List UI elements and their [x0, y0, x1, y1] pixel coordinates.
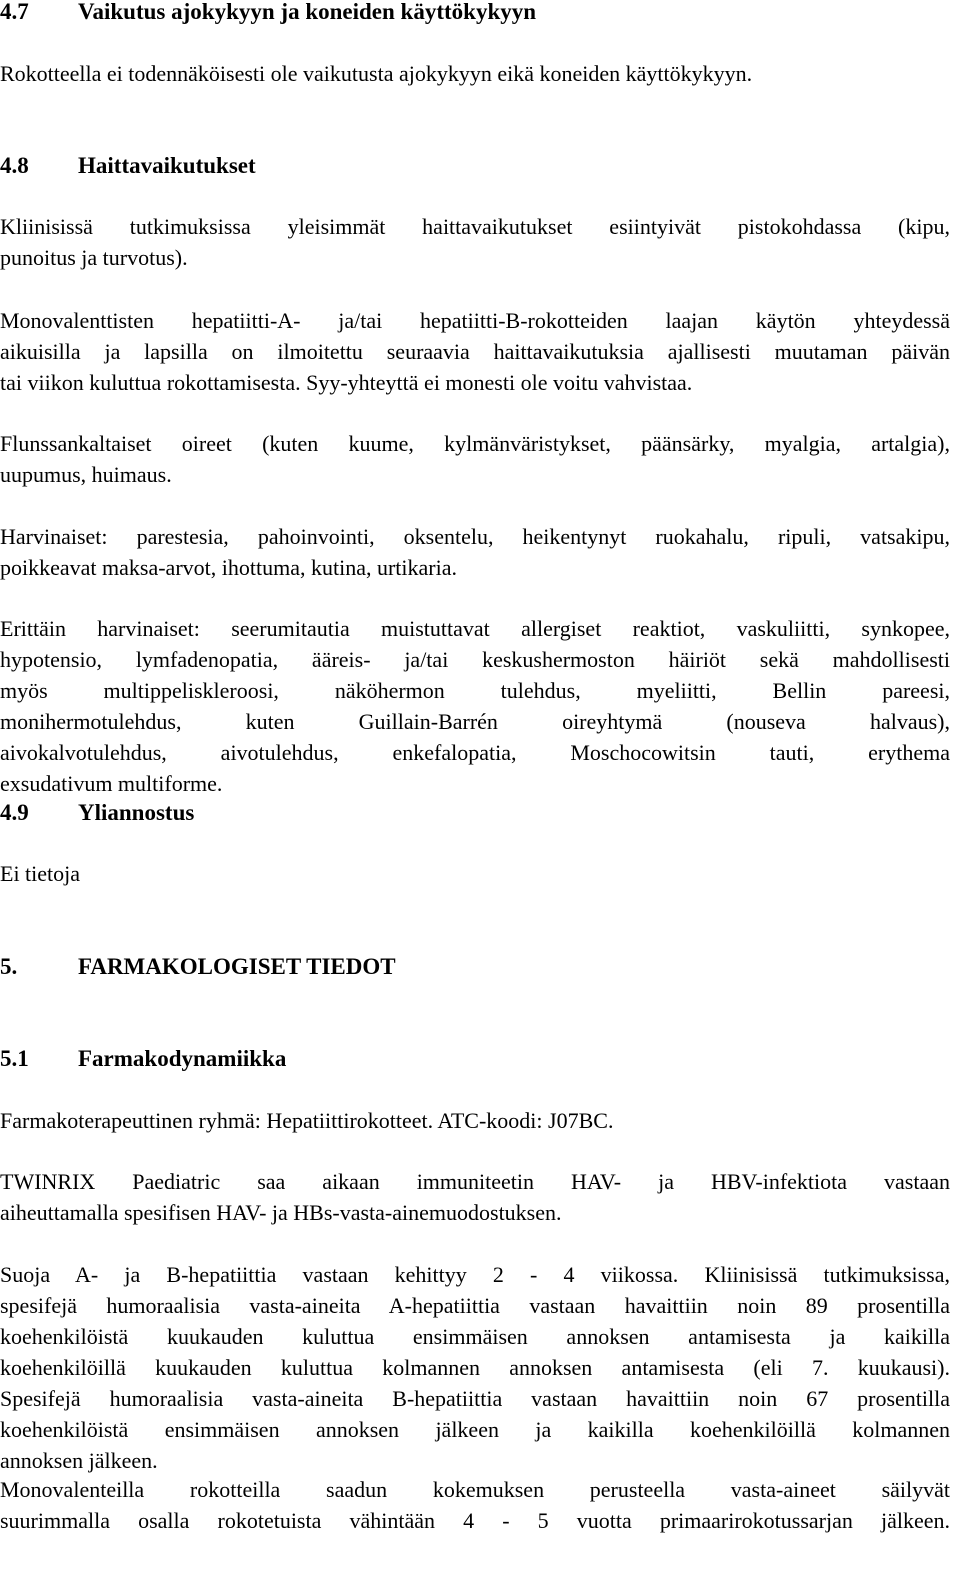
- text-line: myös multippeliskleroosi, näköhermon tulehdus, myeliitti, Bellin pareesi,: [0, 678, 950, 703]
- text-line: Monovalenttisten hepatiitti-A- ja/tai hepatiitti-B-rokotteiden laajan käytön yhteydessä: [0, 308, 950, 333]
- paragraph: [0, 1259, 950, 1476]
- paragraph: [0, 858, 950, 889]
- text-line: koehenkilöistä ensimmäisen annoksen jälkeen ja kaikilla koehenkilöillä kolmannen: [0, 1417, 950, 1442]
- paragraph: [0, 305, 950, 398]
- text-line: aivokalvotulehdus, aivotulehdus, enkefalopatia, Moschocowitsin tauti, erythema: [0, 740, 950, 765]
- text-line: uupumus, huimaus.: [0, 462, 172, 487]
- text-line: exsudativum multiforme.: [0, 771, 223, 796]
- text-line: spesifejä humoraalisia vasta-aineita A-hepatiittia vastaan havaittiin noin 89 prosentilla: [0, 1293, 950, 1318]
- section-title: FARMAKOLOGISET TIEDOT: [78, 954, 396, 979]
- section-title: Farmakodynamiikka: [78, 1046, 287, 1071]
- section-number: 5.1: [0, 1046, 29, 1071]
- text-line: Kliinisissä tutkimuksissa yleisimmät haittavaikutukset esiintyivät pistokohdassa (kipu,: [0, 214, 950, 239]
- text-line: tai viikon kuluttua rokottamisesta. Syy-yhteyttä ei monesti ole voitu vahvistaa.: [0, 370, 693, 395]
- section-title: Vaikutus ajokykyyn ja koneiden käyttökykyyn: [78, 0, 537, 24]
- section-number: 4.7: [0, 0, 29, 24]
- paragraph: [0, 613, 950, 799]
- text-line: Erittäin harvinaiset: seerumitautia muistuttavat allergiset reaktiot, vaskuliitti, synkopee,: [0, 616, 950, 641]
- section-title: Haittavaikutukset: [78, 153, 256, 178]
- paragraph: [0, 1474, 950, 1536]
- text-line: Spesifejä humoraalisia vasta-aineita B-hepatiittia vastaan havaittiin noin 67 prosentilla: [0, 1386, 950, 1411]
- text-line: Monovalenteilla rokotteilla saadun kokemuksen perusteella vasta-aineet säilyvät: [0, 1477, 950, 1502]
- section-number: 4.8: [0, 153, 29, 178]
- paragraph: [0, 428, 950, 490]
- section-number: 4.9: [0, 800, 29, 825]
- paragraph: [0, 1166, 950, 1228]
- text-line: Rokotteella ei todennäköisesti ole vaikutusta ajokykyyn eikä koneiden käyttökykyyn.: [0, 61, 753, 86]
- text-line: monihermotulehdus, kuten Guillain-Barrén oireyhtymä (nouseva halvaus),: [0, 709, 950, 734]
- section-heading-4-7: [0, 0, 536, 27]
- section-heading-4-9: [0, 797, 194, 828]
- paragraph: [0, 1105, 950, 1136]
- section-number: 5.: [0, 954, 18, 979]
- text-line: Flunssankaltaiset oireet (kuten kuume, kylmänväristykset, päänsärky, myalgia, artalgia),: [0, 431, 950, 456]
- paragraph: [0, 521, 950, 583]
- section-heading-5: [0, 951, 396, 982]
- text-line: Suoja A- ja B-hepatiittia vastaan kehittyy 2 - 4 viikossa. Kliinisissä tutkimuksissa,: [0, 1262, 950, 1287]
- text-line: hypotensio, lymfadenopatia, ääreis- ja/tai keskushermoston häiriöt sekä mahdollisesti: [0, 647, 950, 672]
- text-line: suurimmalla osalla rokotetuista vähintään 4 - 5 vuotta primaarirokotussarjan jälkeen.: [0, 1508, 950, 1533]
- text-line: koehenkilöistä kuukauden kuluttua ensimmäisen annoksen antamisesta ja kaikilla: [0, 1324, 950, 1349]
- paragraph: [0, 211, 950, 273]
- text-line: annoksen jälkeen.: [0, 1448, 158, 1473]
- text-line: punoitus ja turvotus).: [0, 245, 188, 270]
- section-heading-4-8: [0, 150, 256, 181]
- section-heading-5-1: [0, 1043, 286, 1074]
- text-line: poikkeavat maksa-arvot, ihottuma, kutina, urtikaria.: [0, 555, 457, 580]
- text-line: aikuisilla ja lapsilla on ilmoitettu seuraavia haittavaikutuksia ajallisesti muutaman päivän: [0, 339, 950, 364]
- text-line: aiheuttamalla spesifisen HAV- ja HBs-vasta-ainemuodostuksen.: [0, 1200, 562, 1225]
- paragraph: [0, 58, 950, 89]
- section-title: Yliannostus: [78, 800, 195, 825]
- text-line: Farmakoterapeuttinen ryhmä: Hepatiittirokotteet. ATC-koodi: J07BC.: [0, 1108, 614, 1133]
- text-line: Harvinaiset: parestesia, pahoinvointi, oksentelu, heikentynyt ruokahalu, ripuli, vatsakipu,: [0, 524, 950, 549]
- text-line: Ei tietoja: [0, 861, 81, 886]
- text-line: TWINRIX Paediatric saa aikaan immuniteetin HAV- ja HBV-infektiota vastaan: [0, 1169, 950, 1194]
- text-line: koehenkilöillä kuukauden kuluttua kolmannen annoksen antamisesta (eli 7. kuukausi).: [0, 1355, 950, 1380]
